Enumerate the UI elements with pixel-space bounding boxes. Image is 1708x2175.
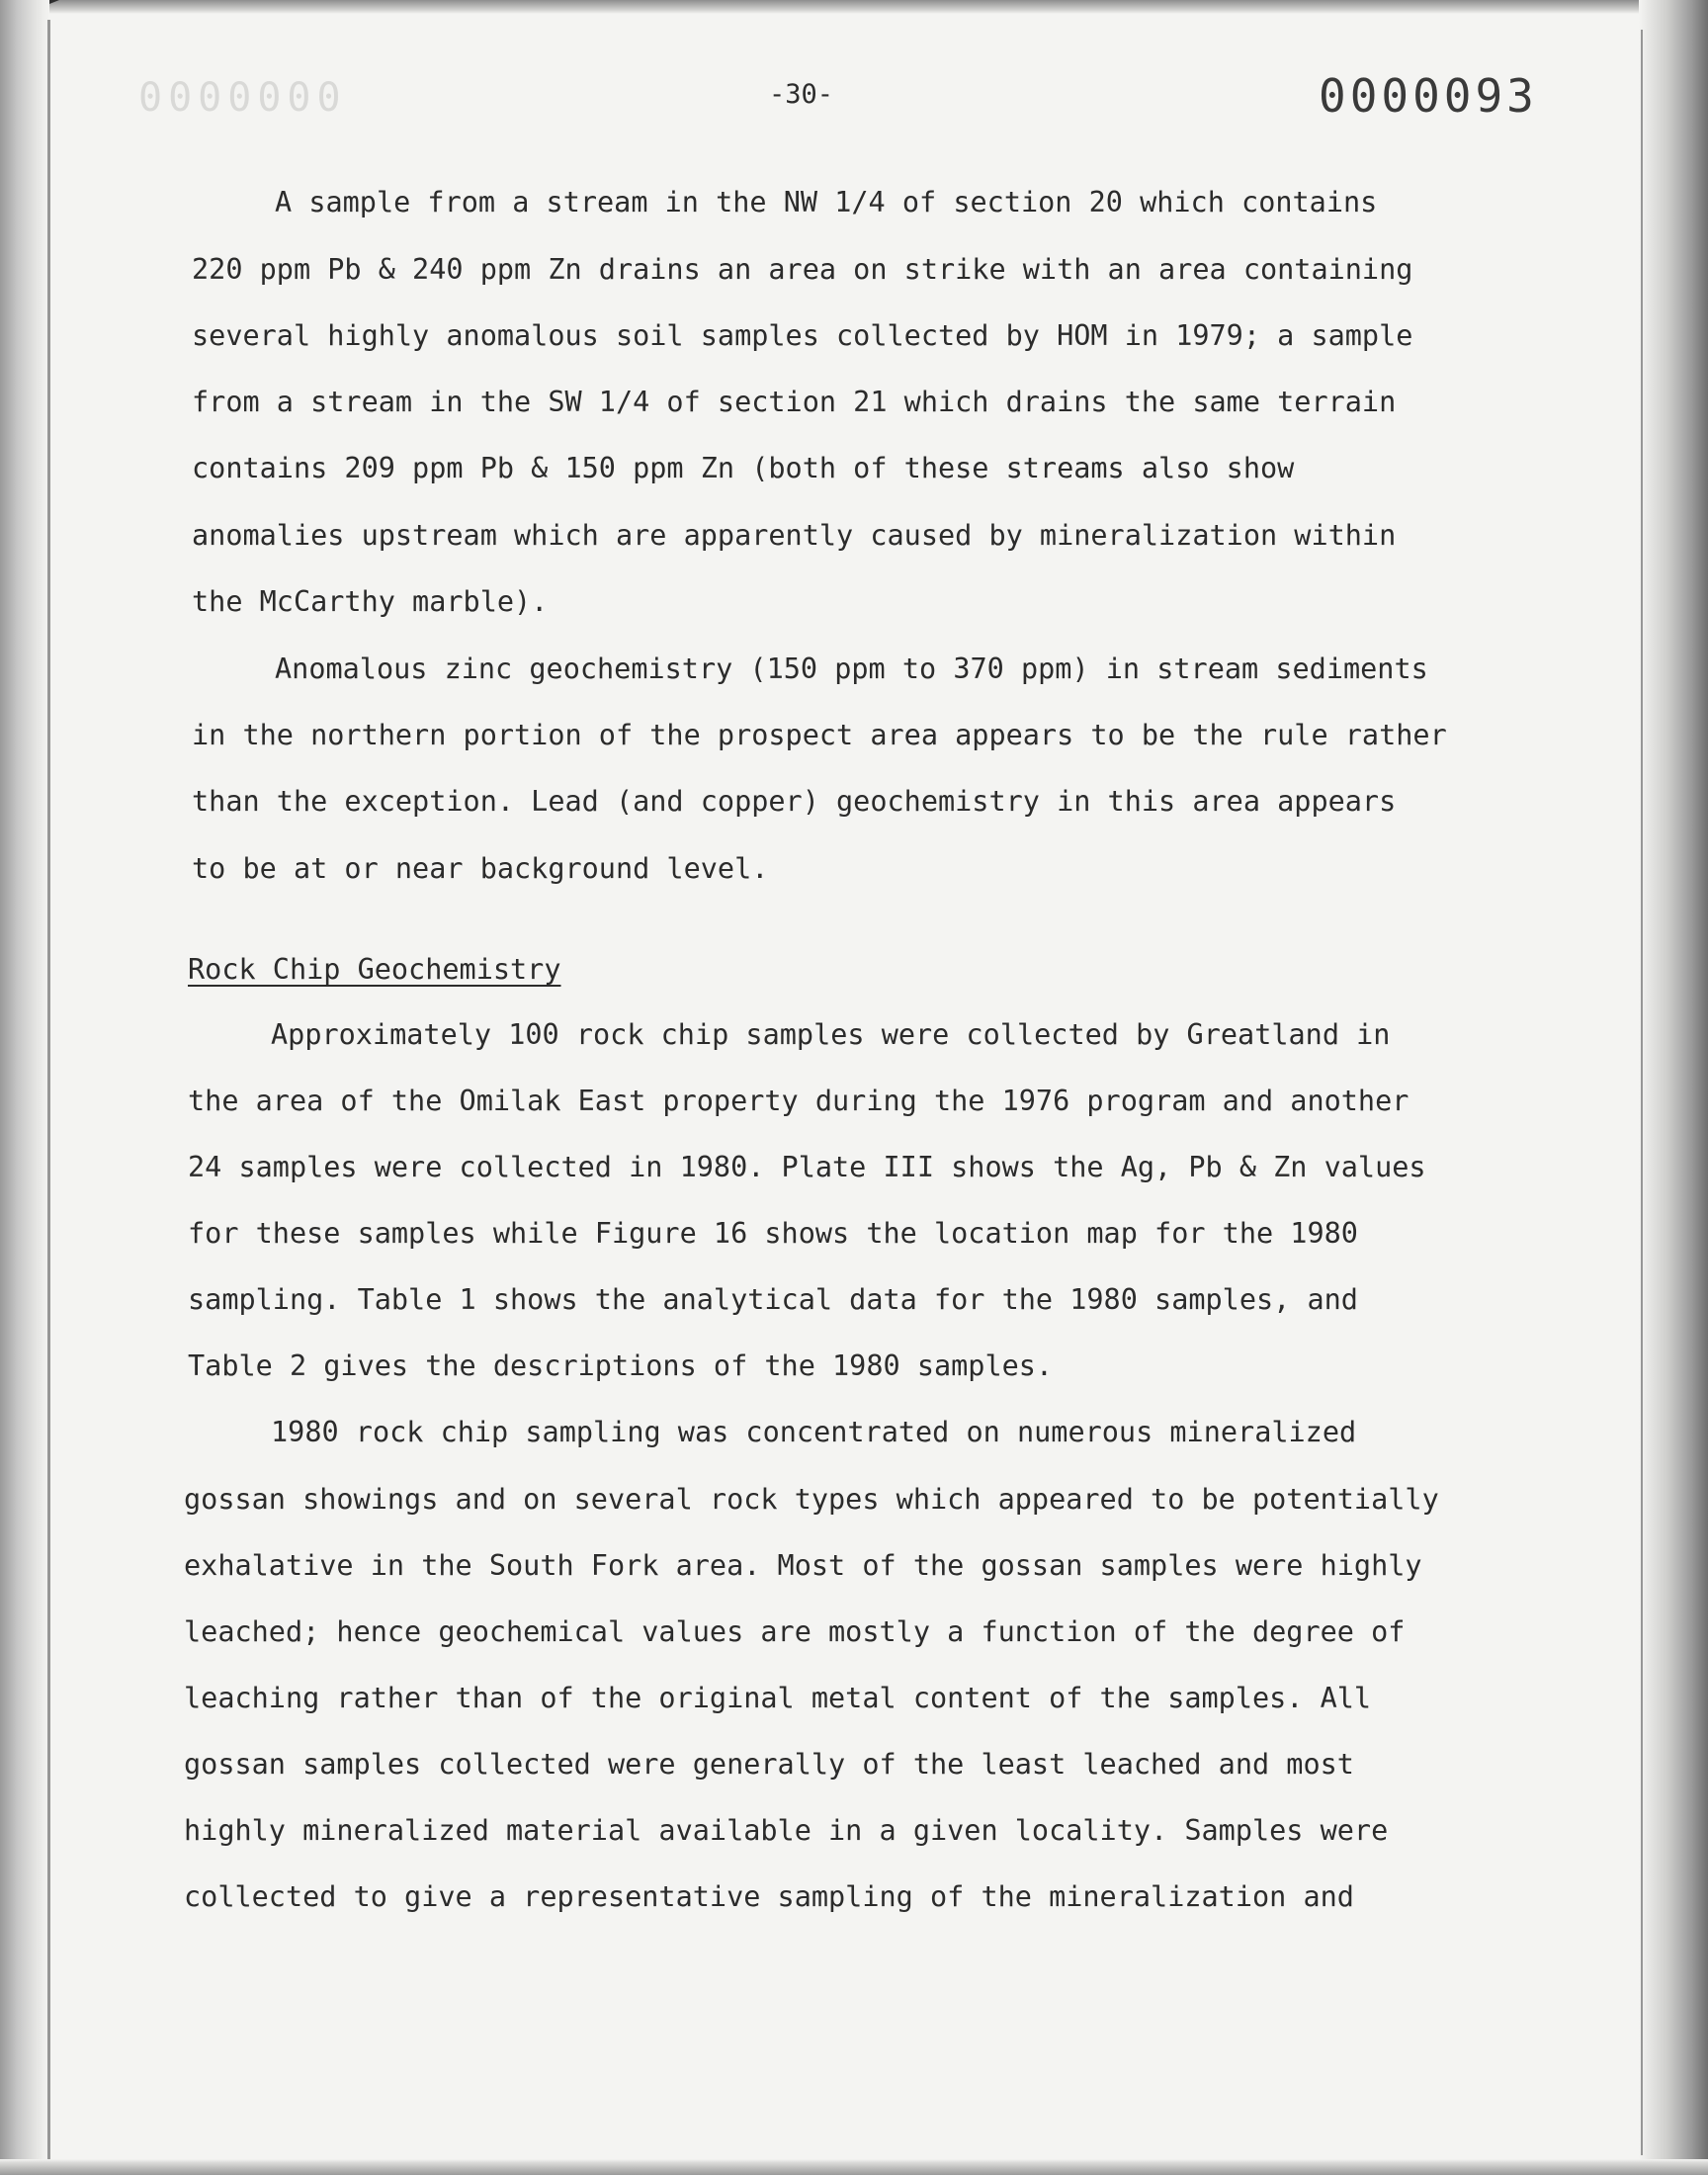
page-bottom-edge: [0, 2159, 1708, 2175]
paragraph-line: the McCarthy marble).: [192, 585, 549, 618]
paragraph-line: A sample from a stream in the NW 1/4 of section 20 which contains: [275, 186, 1378, 218]
paragraph-line: 1980 rock chip sampling was concentrated on numerous mineralized: [271, 1416, 1357, 1448]
paragraph-line: sampling. Table 1 shows the analytical data for the 1980 samples, and: [188, 1283, 1358, 1316]
paragraph-line: Anomalous zinc geochemistry (150 ppm to 370 ppm) in stream sediments: [275, 652, 1428, 685]
paragraph-line: exhalative in the South Fork area. Most of the gossan samples were highly: [184, 1549, 1422, 1582]
document-id-stamp: 0000093: [1319, 69, 1538, 123]
paragraph-line: from a stream in the SW 1/4 of section 21 which drains the same terrain: [192, 386, 1397, 418]
paragraph-line: Approximately 100 rock chip samples were collected by Greatland in: [271, 1018, 1391, 1051]
paragraph-line: than the exception. Lead (and copper) geochemistry in this area appears: [192, 785, 1397, 818]
left-margin-line: [47, 20, 50, 2165]
paragraph-line: gossan samples collected were generally of the least leached and most: [184, 1748, 1354, 1781]
paragraph-line: contains 209 ppm Pb & 150 ppm Zn (both of these streams also show: [192, 452, 1295, 484]
paragraph-line: anomalies upstream which are apparently caused by mineralization within: [192, 519, 1397, 552]
paragraph-line: the area of the Omilak East property during the 1976 program and another: [188, 1085, 1409, 1117]
paragraph-line: 24 samples were collected in 1980. Plate III shows the Ag, Pb & Zn values: [188, 1151, 1426, 1183]
paragraph-line: for these samples while Figure 16 shows the location map for the 1980: [188, 1217, 1358, 1250]
paragraph-line: several highly anomalous soil samples collected by HOM in 1979; a sample: [192, 319, 1413, 352]
paragraph-line: Table 2 gives the descriptions of the 1980 samples.: [188, 1349, 1054, 1382]
paragraph-line: collected to give a representative sampling of the mineralization and: [184, 1880, 1354, 1913]
paragraph-line: to be at or near background level.: [192, 852, 769, 885]
paragraph-line: in the northern portion of the prospect area appears to be the rule rather: [192, 719, 1447, 751]
paragraph-line: 220 ppm Pb & 240 ppm Zn drains an area on strike with an area containing: [192, 253, 1413, 286]
page-top-edge: [0, 0, 1708, 14]
right-margin-line: [1641, 30, 1643, 2155]
paragraph-line: gossan showings and on several rock types which appeared to be potentially: [184, 1483, 1439, 1516]
paragraph-line: highly mineralized material available in a given locality. Samples were: [184, 1814, 1389, 1847]
paragraph-line: leaching rather than of the original metal content of the samples. All: [184, 1682, 1372, 1714]
right-edge-shadow: [1639, 0, 1708, 2175]
bleed-through-number: 0000000: [138, 75, 347, 121]
page-number: -30-: [769, 79, 834, 110]
paragraph-line: leached; hence geochemical values are mostly a function of the degree of: [184, 1615, 1406, 1648]
binding-shadow: [0, 0, 49, 2175]
section-heading: Rock Chip Geochemistry: [188, 953, 561, 986]
